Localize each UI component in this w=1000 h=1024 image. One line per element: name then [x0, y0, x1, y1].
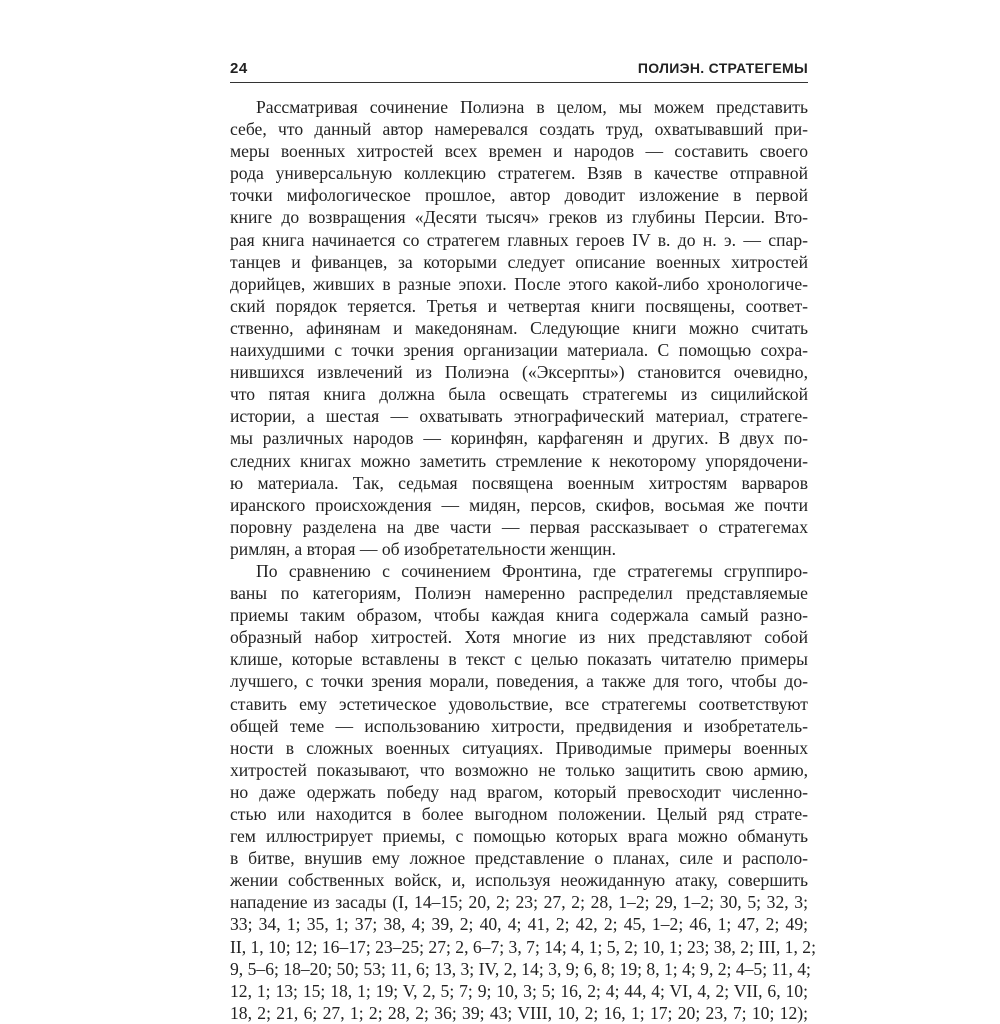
text-line: точки мифологическое прошлое, автор доводит изложение в первой [230, 185, 808, 206]
text-line: истории, а шестая — охватывать этнографический материал, стратеге- [230, 406, 808, 427]
text-line: жении собственных войск, и, используя неожиданную атаку, совершить [230, 870, 808, 891]
page-number: 24 [230, 60, 248, 77]
text-line: меры военных хитростей всех времен и народов — составить своего [230, 141, 808, 162]
text-line: нившихся извлечений из Полиэна («Эксерпты») становится очевидно, [230, 362, 808, 383]
text-line: лучшего, с точки зрения морали, поведения, а также для того, чтобы до- [230, 671, 808, 692]
text-line: II, 1, 10; 12; 16–17; 23–25; 27; 2, 6–7; 3, 7; 14; 4, 1; 5, 2; 10, 1; 23; 38, 2; III, 1, 2; [230, 936, 816, 957]
text-line: книге до возвращения «Десяти тысяч» греков из глубины Персии. Вто- [230, 207, 808, 228]
text-line: общей теме — использованию хитрости, предвидения и изобретатель- [230, 715, 808, 736]
text-line: ности в сложных военных ситуациях. Приводимые примеры военных [230, 737, 808, 758]
text-line: приемы таким образом, чтобы каждая книга содержала самый разно- [230, 605, 808, 626]
text-line: Рассматривая сочинение Полиэна в целом, мы можем представить [256, 97, 808, 117]
text-line: 18, 2; 21, 6; 27, 1; 2; 28, 2; 36; 39; 43; VIII, 10, 2; 16, 1; 17; 20; 23, 7; 10; 12); [230, 1002, 808, 1023]
text-line: рая книга начинается со стратегем главных героев IV в. до н. э. — спар- [230, 229, 808, 250]
text-line: ский порядок теряется. Третья и четвертая книги посвящены, соответ- [230, 295, 808, 316]
paragraph [230, 560, 816, 1024]
text-line: римлян, а вторая — об изобретательности женщин. [230, 538, 617, 559]
text-line: ю материала. Так, седьмая посвящена военным хитростям варваров [230, 472, 808, 493]
text-line: клише, которые вставлены в текст с целью показать читателю примеры [230, 649, 808, 670]
running-title: ПОЛИЭН. СТРАТЕГЕМЫ [637, 60, 808, 76]
text-line: ваны по категориям, Полиэн намеренно распределил представляемые [230, 583, 808, 604]
text-line: но даже одержать победу над врагом, который превосходит численно- [230, 781, 808, 802]
text-line: ственно, афинянам и македонянам. Следующие книги можно считать [230, 317, 808, 338]
text-line: иранского происхождения — мидян, персов, скифов, восьмая же почти [230, 494, 808, 515]
text-line: 33; 34, 1; 35, 1; 37; 38, 4; 39, 2; 40, 4; 41, 2; 42, 2; 45, 1–2; 46, 1; 47, 2; 49; [230, 914, 808, 935]
text-line: образный набор хитростей. Хотя многие из них представляют собой [230, 627, 808, 648]
text-line: По сравнению с сочинением Фронтина, где стратегемы сгруппиро- [256, 560, 808, 581]
text-line: в битве, внушив ему ложное представление о планах, силе и располо- [230, 848, 808, 869]
text-line: дорийцев, живших в разные эпохи. После этого какой-либо хронологиче- [230, 273, 808, 294]
text-line: гем иллюстрирует приемы, с помощью которых врага можно обмануть [230, 826, 808, 847]
body-text [230, 96, 816, 1024]
text-line: рода универсальную коллекцию стратегем. Взяв в качестве отправной [230, 163, 808, 184]
text-line: нападение из засады (I, 14–15; 20, 2; 23; 27, 2; 28, 1–2; 29, 1–2; 30, 5; 32, 3; [230, 892, 808, 913]
text-line: поровну разделена на две части — первая рассказывает о стратегемах [230, 516, 808, 537]
text-line: стью или находится в более выгодном положении. Целый ряд страте- [230, 804, 808, 824]
text-line: мы различных народов — коринфян, карфагенян и других. В двух по- [230, 428, 808, 449]
text-line: хитростей показывают, что возможно не только защитить свою армию, [230, 759, 808, 780]
text-line: 12, 1; 13; 15; 18, 1; 19; V, 2, 5; 7; 9; 10, 3; 5; 16, 2; 4; 44, 4; VI, 4, 2; VII, 6, 10; [230, 980, 808, 1001]
text-line: себе, что данный автор намеревался создать труд, охватывавший при- [230, 119, 808, 140]
text-line: наихудшими с точки зрения организации материала. С помощью сохра- [230, 340, 808, 361]
paragraph [230, 96, 808, 560]
text-line: танцев и фиванцев, за которыми следует описание военных хитростей [230, 251, 808, 272]
text-line: следних книгах можно заметить стремление к некоторому упорядочени- [230, 450, 808, 471]
text-line: что пятая книга должна была освещать стратегемы из сицилийской [230, 384, 808, 405]
running-head [230, 60, 808, 83]
text-line: 9, 5–6; 18–20; 50; 53; 11, 6; 13, 3; IV, 2, 14; 3, 9; 6, 8; 19; 8, 1; 4; 9, 2; 4–5; 11, 4; [230, 958, 811, 979]
text-line: ставить ему эстетическое удовольствие, все стратегемы соответствуют [230, 693, 808, 714]
